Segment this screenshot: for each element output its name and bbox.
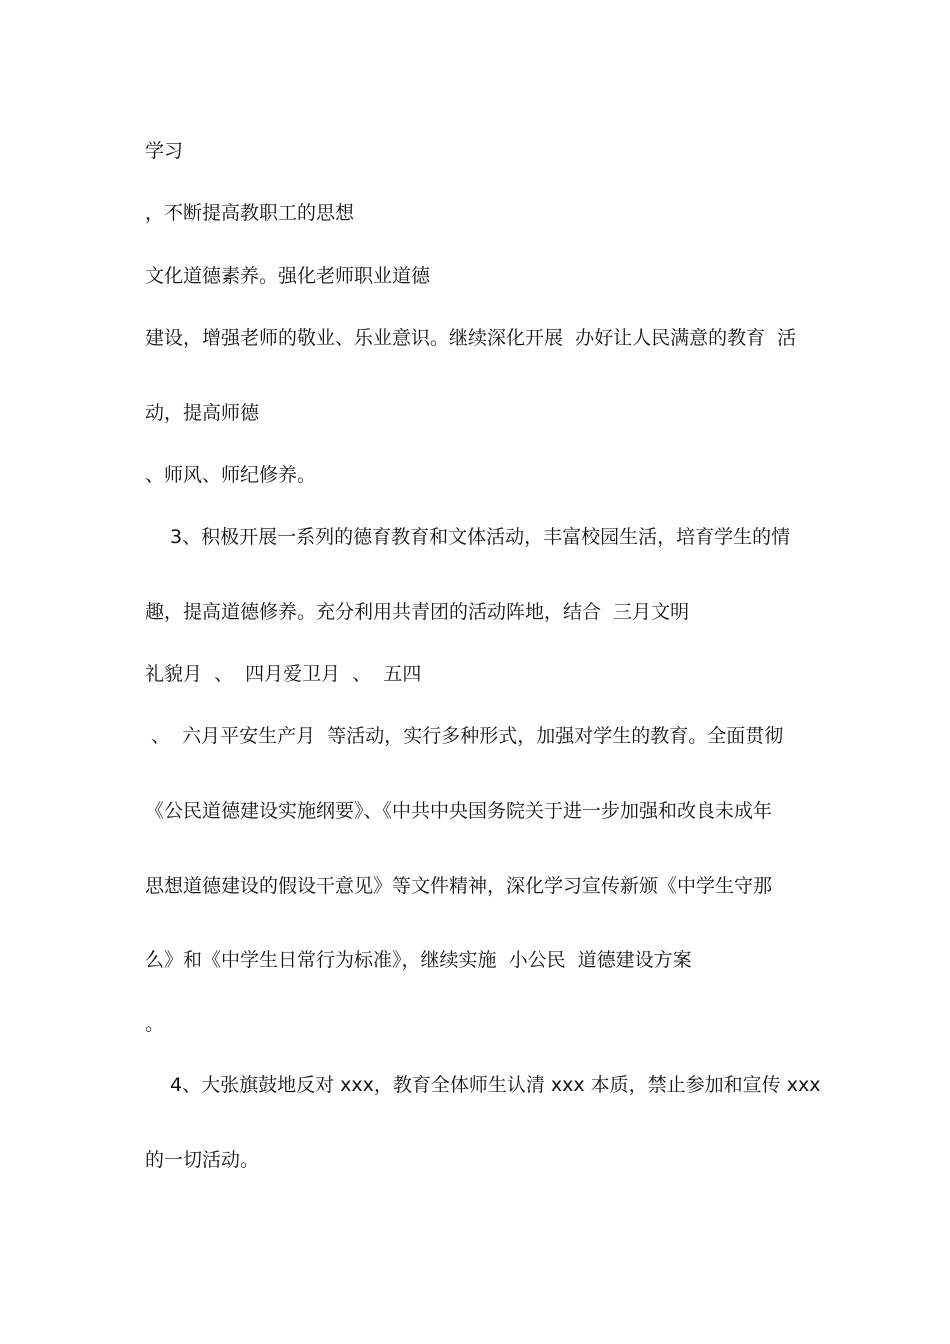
paragraph-3-first-line: 3、积极开展一系列的德育教育和文体活动，丰富校园生活，培育学生的情 bbox=[170, 526, 791, 548]
paragraph-4-first-line: 4、大张旗鼓地反对 xxx，教育全体师生认清 xxx 本质，禁止参加和宣传 xxx bbox=[170, 1074, 821, 1096]
text-line: 、 六月平安生产月 等活动，实行多种形式，加强对学生的教育。全面贯彻 bbox=[145, 725, 784, 747]
text-line: 趣，提高道德修养。充分利用共青团的活动阵地，结合 三月文明 bbox=[145, 601, 690, 623]
text-line: 学习 bbox=[145, 140, 184, 162]
text-line: 思想道德建设的假设干意见》等文件精神，深化学习宣传新颁《中学生守那 bbox=[145, 875, 773, 897]
text-line: 礼貌月 、 四月爱卫月 、 五四 bbox=[145, 663, 422, 685]
text-line: 建设，增强老师的敬业、乐业意识。继续深化开展 办好让人民满意的教育 活 bbox=[145, 327, 797, 349]
text-line: 文化道德素养。强化老师职业道德 bbox=[145, 265, 431, 287]
text-line: ，不断提高教职工的思想 bbox=[145, 202, 355, 224]
text-line: 动，提高师德 bbox=[145, 402, 260, 424]
text-line: 《公民道德建设实施纲要》、《中共中央国务院关于进一步加强和改良未成年 bbox=[145, 800, 773, 822]
text-line: 的一切活动。 bbox=[145, 1149, 260, 1171]
text-line: 么》和《中学生日常行为标准》，继续实施 小公民 道德建设方案 bbox=[145, 949, 692, 971]
text-line: 。 bbox=[145, 1013, 165, 1035]
text-line: 、师风、师纪修养。 bbox=[145, 464, 317, 486]
